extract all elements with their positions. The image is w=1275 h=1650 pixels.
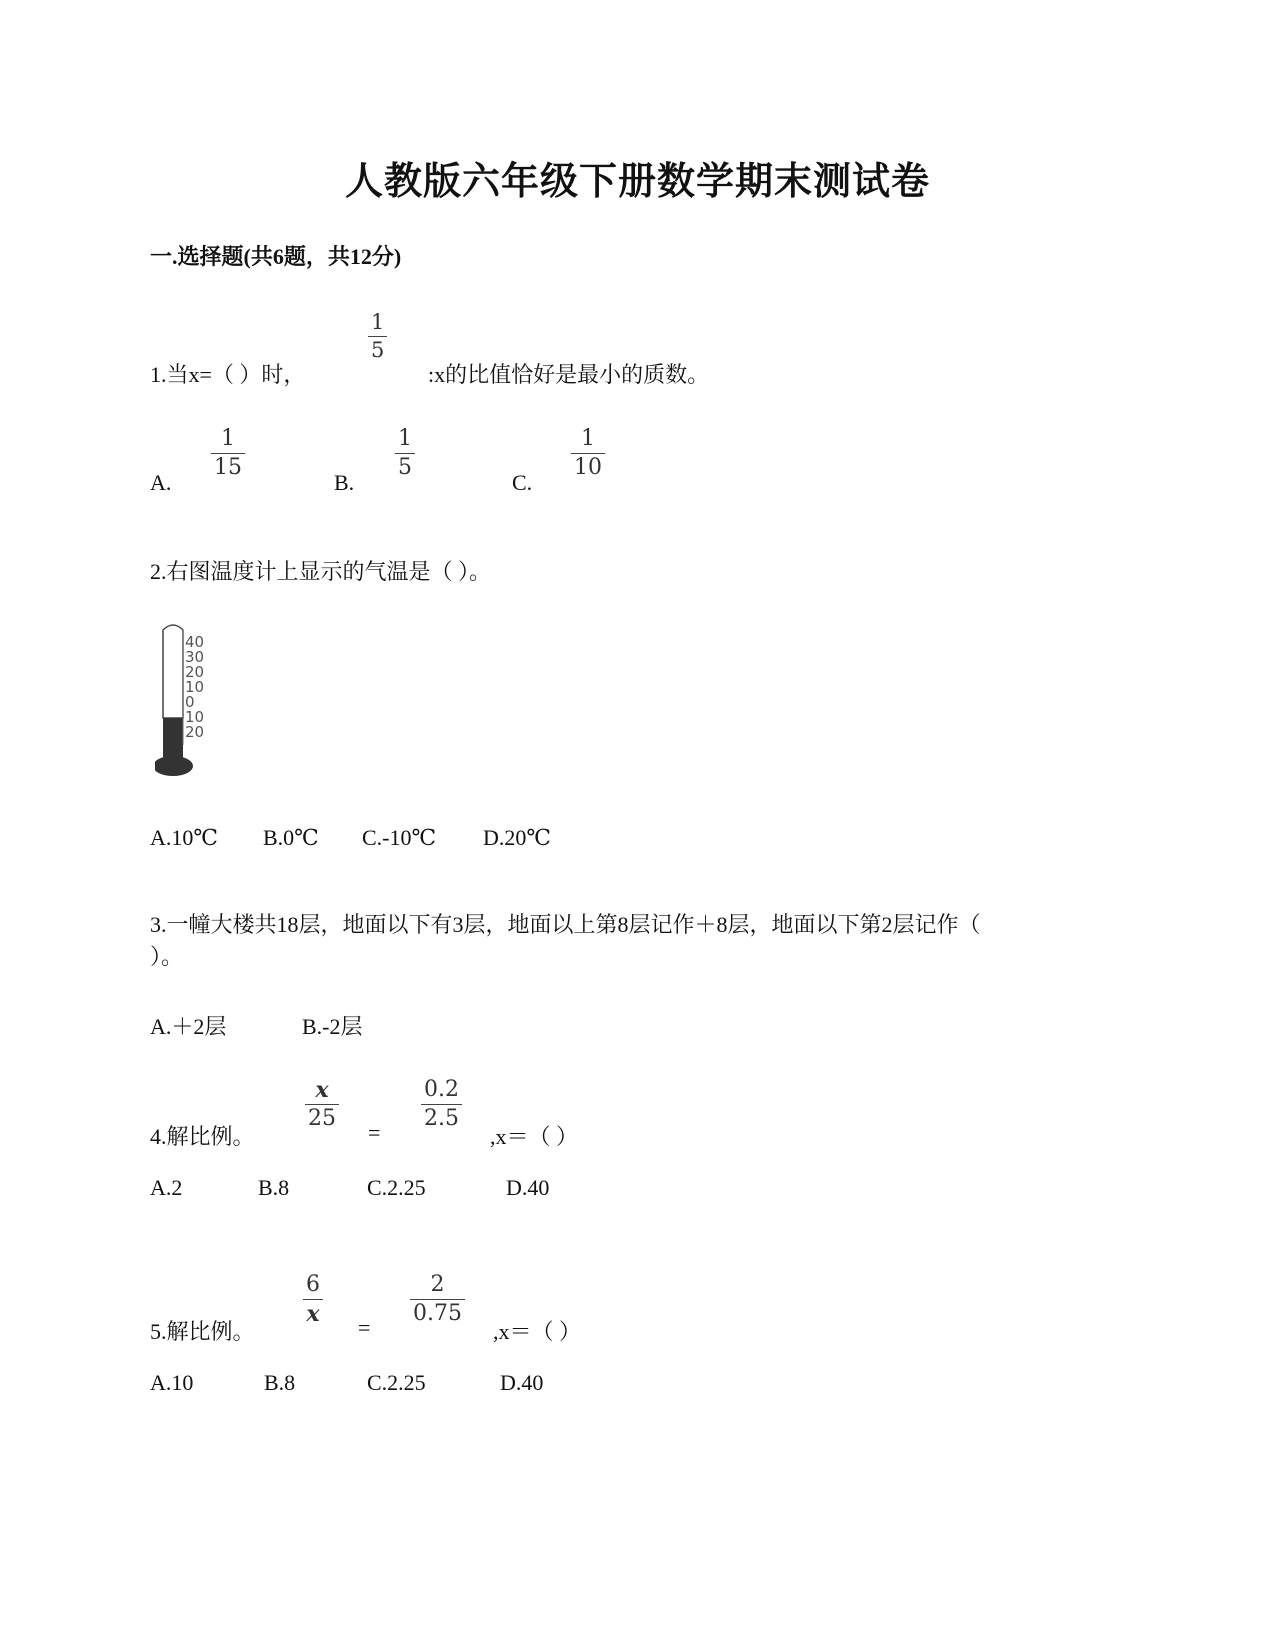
q1-option-c-fraction — [571, 428, 605, 479]
scale-label: 0 — [185, 693, 195, 711]
thermometer-icon — [155, 620, 235, 780]
fraction-denominator: x — [303, 1299, 322, 1325]
q2-option-a: A.10℃ — [150, 825, 218, 850]
fraction-denominator: 5 — [395, 453, 415, 479]
question-1-fraction — [368, 312, 387, 361]
q1-option-a-fraction — [211, 428, 245, 479]
scale-label: 20 — [185, 663, 205, 681]
fraction-numerator: 0.2 — [424, 1077, 459, 1102]
q1-option-b-fraction — [395, 428, 415, 479]
fraction-numerator: x — [315, 1077, 329, 1103]
scale-label: 20 — [185, 723, 205, 741]
question-5-fraction-left — [303, 1274, 323, 1325]
fraction-numerator: 2 — [430, 1272, 445, 1297]
equals-sign: = — [368, 1120, 381, 1145]
q4-option-b: B.8 — [258, 1175, 290, 1200]
q5-option-c: C.2.25 — [367, 1370, 426, 1395]
fraction-denominator: 5 — [368, 336, 387, 361]
question-3-line-2: ）。 — [150, 944, 184, 969]
q1-option-c-label: C. — [512, 470, 533, 495]
fraction-numerator: 1 — [398, 426, 412, 451]
page-title: 人教版六年级下册数学期末测试卷 — [344, 161, 930, 203]
question-3-line-1: 3.一幢大楼共18层，地面以下有3层，地面以上第8层记作＋8层，地面以下第2层记作（ — [150, 912, 981, 937]
question-1-suffix: :x的比值恰好是最小的质数。 — [428, 362, 710, 387]
q1-option-b-label: B. — [334, 470, 355, 495]
q4-option-c: C.2.25 — [367, 1175, 426, 1200]
q5-option-d: D.40 — [500, 1370, 544, 1395]
question-5-fraction-right — [410, 1274, 465, 1325]
question-5-suffix: ,x＝（ ） — [493, 1319, 582, 1344]
question-4-suffix: ,x＝（ ） — [490, 1124, 579, 1149]
question-4-fraction-left — [305, 1079, 339, 1130]
q3-option-b: B.-2层 — [302, 1014, 363, 1039]
q4-option-a: A.2 — [150, 1175, 183, 1200]
q3-option-a: A.＋2层 — [150, 1014, 227, 1039]
q5-option-b: B.8 — [264, 1370, 296, 1395]
equals-sign: = — [358, 1315, 371, 1340]
fraction-denominator: 15 — [211, 453, 245, 479]
fraction-numerator: 1 — [221, 426, 235, 451]
fraction-numerator: 6 — [306, 1272, 320, 1297]
scale-label: 30 — [185, 648, 205, 666]
fraction-numerator: 1 — [581, 426, 595, 451]
scale-label: 40 — [185, 633, 205, 651]
q2-option-c: C.-10℃ — [362, 825, 437, 850]
question-2-text: 2.右图温度计上显示的气温是（ ）。 — [150, 559, 492, 584]
question-4-prefix: 4.解比例。 — [150, 1124, 255, 1149]
fraction-denominator: 0.75 — [410, 1299, 465, 1325]
q5-option-a: A.10 — [150, 1370, 194, 1395]
scale-label: 10 — [185, 708, 205, 726]
q4-option-d: D.40 — [506, 1175, 550, 1200]
fraction-denominator: 10 — [571, 453, 605, 479]
question-5-prefix: 5.解比例。 — [150, 1319, 255, 1344]
question-4-fraction-right — [421, 1079, 462, 1130]
question-1-prefix: 1.当x=（ ）时， — [150, 362, 306, 387]
fraction-denominator: 2.5 — [421, 1104, 462, 1130]
scale-label: 10 — [185, 678, 205, 696]
q1-option-a-label: A. — [150, 470, 172, 495]
q2-option-d: D.20℃ — [483, 825, 551, 850]
thermometer-figure — [155, 620, 235, 785]
fraction-denominator: 25 — [305, 1104, 339, 1130]
fraction-numerator: 1 — [371, 310, 385, 334]
q2-option-b: B.0℃ — [263, 825, 319, 850]
section-heading: 一.选择题(共6题，共12分) — [150, 244, 402, 269]
